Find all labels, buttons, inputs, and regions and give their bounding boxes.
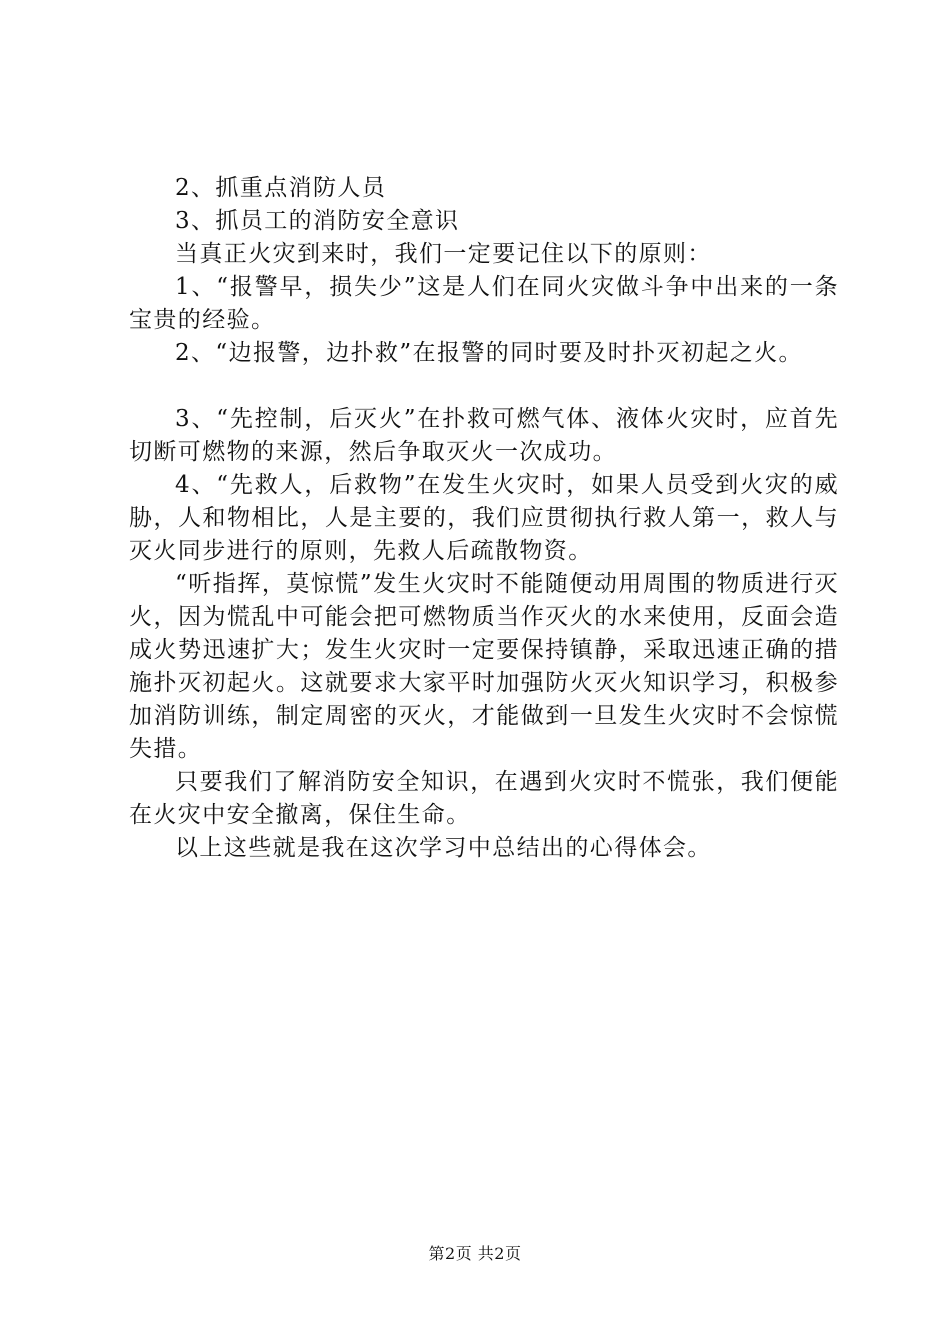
- paragraph-item-2: 2、抓重点消防人员: [175, 175, 387, 201]
- paragraph-conclusion: 以上这些就是我在这次学习中总结出的心得体会。: [175, 835, 712, 861]
- paragraph-principle-1: 1、“报警早，损失少”这是人们在同火灾做斗争中出来的一条宝贵的经验。: [129, 274, 839, 333]
- paragraph-listen-command: “听指挥，莫惊慌”发生火灾时不能随便动用周围的物质进行灭火，因为慌乱中可能会把可燃物质当作灭火的水来使用，反面会造成火势迅速扩大；发生火灾时一定要保持镇静，采取迅速正确的措施扑灭初起火。这就要求大家平时加强防火灭火知识学习，积极参加消防训练，制定周密的灭火，才能做到一旦发生火灾时不会惊慌失措。: [129, 571, 839, 762]
- page-number-label: 第2页 共2页: [428, 1244, 522, 1263]
- page-footer: [0, 1244, 950, 1264]
- paragraph-principle-2: 2、“边报警，边扑救”在报警的同时要及时扑灭初起之火。: [175, 340, 803, 366]
- paragraph-item-3: 3、抓员工的消防安全意识: [175, 208, 460, 234]
- paragraph-principle-3: 3、“先控制，后灭火”在扑救可燃气体、液体火灾时，应首先切断可燃物的来源，然后争取灭火一次成功。: [129, 406, 839, 465]
- paragraph-principles-intro: 当真正火灾到来时，我们一定要记住以下的原则：: [175, 241, 712, 267]
- paragraph-safety-knowledge: 只要我们了解消防安全知识，在遇到火灾时不慌张，我们便能在火灾中安全撤离，保住生命。: [129, 769, 839, 828]
- document-body: [129, 172, 839, 865]
- paragraph-principle-4: 4、“先救人，后救物”在发生火灾时，如果人员受到火灾的威胁，人和物相比，人是主要的，我们应贯彻执行救人第一，救人与灭火同步进行的原则，先救人后疏散物资。: [129, 472, 839, 564]
